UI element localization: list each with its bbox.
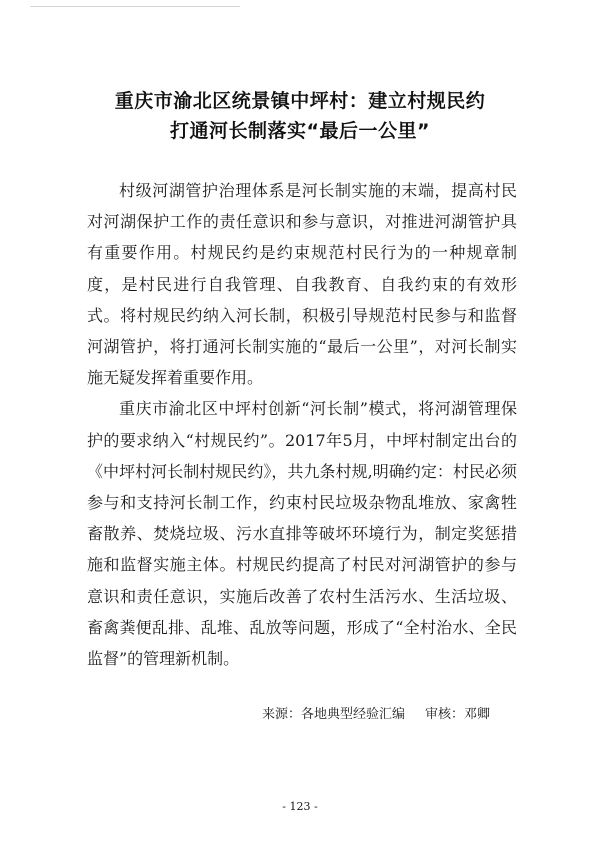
page-number: - 123 -: [282, 800, 318, 813]
reviewer-text: 审核：邓卿: [425, 707, 491, 722]
source-text: 来源：各地典型经验汇编: [262, 707, 406, 722]
title-line-2: 打通河长制落实“最后一公里”: [170, 120, 430, 142]
paragraph-2: 重庆市渝北区中坪村创新“河长制”模式，将河湖管理保护的要求纳入“村规民约”。2017年5月，中坪村制定出台的《中坪村河长制村规民约》，共九条村规,明确约定：村民必须参与和支持河长制工作，约束村民垃圾杂物乱堆放、家禽牲畜散养、焚烧垃圾、污水直排等破坏环境行为，制定奖惩措施和监督实施主体。村规民约提高了村民对河湖管护的参与意识和责任意识，实施后改善了农村生活污水、生活垃圾、畜禽粪便乱排、乱堆、乱放等问题，形成了“全村治水、全民监督”的管理新机制。: [87, 399, 517, 669]
source-line: [262, 706, 490, 724]
paragraph-1: 村级河湖管护治理体系是河长制实施的末端，提高村民对河湖保护工作的责任意识和参与意识，对推进河湖管护具有重要作用。村规民约是约束规范村民行为的一种规章制度，是村民进行自我管理、自我教育、自我约束的有效形式。将村规民约纳入河长制，积极引导规范村民参与和监督河湖管护，将打通河长制实施的“最后一公里”，对河长制实施无疑发挥着重要作用。: [87, 181, 517, 388]
document-title: [0, 86, 600, 146]
title-line-1: 重庆市渝北区统景镇中坪村：建立村规民约: [114, 90, 486, 112]
top-rule: [30, 6, 240, 7]
document-body: [87, 175, 517, 674]
